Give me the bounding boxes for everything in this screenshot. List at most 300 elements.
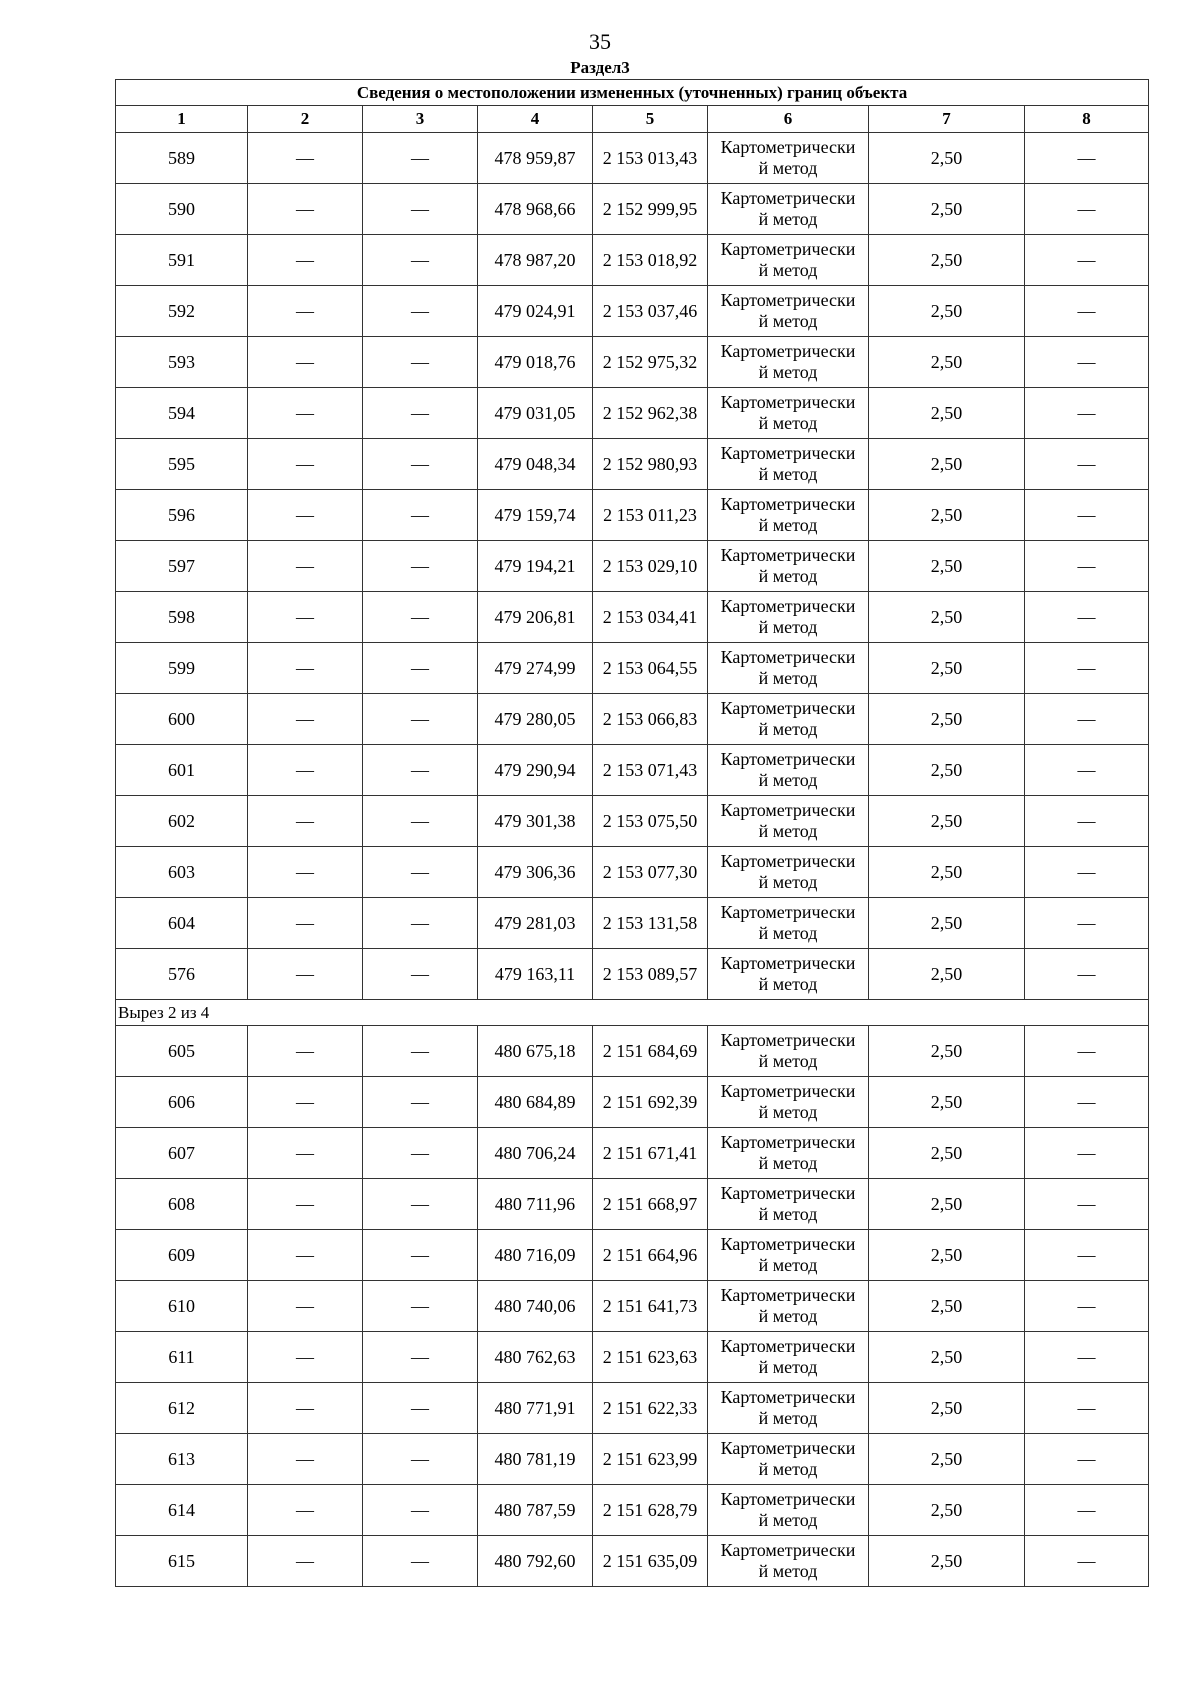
method-line: Картометрически [720, 1132, 856, 1152]
table-row [116, 1383, 1149, 1434]
table-cell: 479 163,11 [478, 949, 593, 1000]
table-cell [708, 745, 869, 796]
table-cell: — [363, 949, 478, 1000]
table-cell [708, 1179, 869, 1230]
table-cell: 2,50 [869, 1332, 1025, 1383]
method-line: Картометрически [720, 545, 856, 565]
table-cell: 2 153 011,23 [593, 490, 708, 541]
method-line: й метод [758, 1255, 818, 1275]
method-line: Картометрически [720, 1183, 856, 1203]
method-line: й метод [758, 413, 818, 433]
method-line: й метод [758, 1102, 818, 1122]
table-cell: 2,50 [869, 694, 1025, 745]
table-cell: 2 151 684,69 [593, 1026, 708, 1077]
table-cell: 479 194,21 [478, 541, 593, 592]
table-cell: — [1025, 1077, 1149, 1128]
table-cell: 2,50 [869, 949, 1025, 1000]
table-cell: 2 151 622,33 [593, 1383, 708, 1434]
table-row [116, 694, 1149, 745]
table-cell: — [248, 388, 363, 439]
table-cell: 2,50 [869, 1026, 1025, 1077]
method-line: й метод [758, 974, 818, 994]
table-cell [708, 847, 869, 898]
table-cell: 479 031,05 [478, 388, 593, 439]
table-cell: — [248, 541, 363, 592]
table-row [116, 133, 1149, 184]
table-cell: — [248, 1332, 363, 1383]
table-cell: 480 771,91 [478, 1383, 593, 1434]
table-cell: 2,50 [869, 337, 1025, 388]
table-cell [708, 1485, 869, 1536]
table-cell: — [248, 133, 363, 184]
table-cell: — [1025, 592, 1149, 643]
table-cell [708, 388, 869, 439]
table-row [116, 1536, 1149, 1587]
table-row [116, 337, 1149, 388]
table-cell [708, 1230, 869, 1281]
method-line: Картометрически [720, 1030, 856, 1050]
table-row [116, 949, 1149, 1000]
table-cell: 479 274,99 [478, 643, 593, 694]
method-line: Картометрически [720, 392, 856, 412]
table-cell: — [248, 1230, 363, 1281]
table-cell: — [1025, 439, 1149, 490]
table-cell: 593 [116, 337, 248, 388]
table-cell: 2,50 [869, 184, 1025, 235]
table-cell: 594 [116, 388, 248, 439]
table-cell: 480 781,19 [478, 1434, 593, 1485]
table-row [116, 1281, 1149, 1332]
table-cell: — [363, 1026, 478, 1077]
table-cell: 2 152 962,38 [593, 388, 708, 439]
table-cell: 2,50 [869, 490, 1025, 541]
table-row [116, 592, 1149, 643]
table-row [116, 1128, 1149, 1179]
table-cell: — [1025, 235, 1149, 286]
table-cell [708, 337, 869, 388]
table-row [116, 847, 1149, 898]
method-line: й метод [758, 260, 818, 280]
table-cell: 595 [116, 439, 248, 490]
table-cell: — [363, 847, 478, 898]
boundary-coordinates-table [115, 79, 1149, 1587]
method-line: й метод [758, 209, 818, 229]
method-line: й метод [758, 668, 818, 688]
column-header: 3 [363, 106, 478, 133]
method-line: Картометрически [720, 1234, 856, 1254]
table-cell: — [363, 1230, 478, 1281]
table-row [116, 796, 1149, 847]
table-cell [708, 796, 869, 847]
table-cell: 613 [116, 1434, 248, 1485]
table-cell: 479 301,38 [478, 796, 593, 847]
method-line: й метод [758, 617, 818, 637]
table-row [116, 1332, 1149, 1383]
table-cell [708, 1536, 869, 1587]
method-line: й метод [758, 1051, 818, 1071]
table-cell: — [363, 1383, 478, 1434]
table-cell: — [1025, 1485, 1149, 1536]
table-cell: 2,50 [869, 1281, 1025, 1332]
table-cell [708, 643, 869, 694]
table-cell: 2 153 089,57 [593, 949, 708, 1000]
table-cell: 589 [116, 133, 248, 184]
table-cell: — [1025, 184, 1149, 235]
column-header: 6 [708, 106, 869, 133]
table-cell: 479 206,81 [478, 592, 593, 643]
table-cell: 603 [116, 847, 248, 898]
table-cell: — [248, 337, 363, 388]
table-cell: — [248, 949, 363, 1000]
method-line: й метод [758, 821, 818, 841]
group-label-row [116, 1000, 1149, 1026]
table-cell: — [248, 1383, 363, 1434]
table-cell: — [1025, 949, 1149, 1000]
table-row [116, 235, 1149, 286]
method-line: й метод [758, 1459, 818, 1479]
table-cell: 2,50 [869, 898, 1025, 949]
method-line: Картометрически [720, 1081, 856, 1101]
table-cell: 479 280,05 [478, 694, 593, 745]
table-cell [708, 949, 869, 1000]
method-line: Картометрически [720, 137, 856, 157]
table-cell: 480 740,06 [478, 1281, 593, 1332]
table-cell: 479 290,94 [478, 745, 593, 796]
table-cell: — [1025, 1434, 1149, 1485]
table-cell: 2,50 [869, 1077, 1025, 1128]
table-row [116, 1179, 1149, 1230]
method-line: й метод [758, 1204, 818, 1224]
table-cell: 479 048,34 [478, 439, 593, 490]
table-cell: — [1025, 643, 1149, 694]
method-line: Картометрически [720, 1387, 856, 1407]
method-line: й метод [758, 464, 818, 484]
table-cell: — [1025, 1179, 1149, 1230]
table-cell: — [363, 1332, 478, 1383]
method-line: Картометрически [720, 953, 856, 973]
table-cell: — [1025, 1332, 1149, 1383]
table-cell: — [248, 694, 363, 745]
method-line: й метод [758, 515, 818, 535]
column-header: 7 [869, 106, 1025, 133]
table-cell: — [1025, 1383, 1149, 1434]
table-cell: — [363, 745, 478, 796]
table-cell: 598 [116, 592, 248, 643]
table-cell: 2 153 077,30 [593, 847, 708, 898]
table-cell: 601 [116, 745, 248, 796]
table-cell: — [363, 490, 478, 541]
table-cell: 609 [116, 1230, 248, 1281]
method-line: й метод [758, 158, 818, 178]
table-cell: 2 153 071,43 [593, 745, 708, 796]
table-cell: 2 151 668,97 [593, 1179, 708, 1230]
table-cell: 2 151 623,63 [593, 1332, 708, 1383]
table-cell: 2 152 999,95 [593, 184, 708, 235]
table-cell: — [363, 1434, 478, 1485]
table-cell: — [363, 1485, 478, 1536]
method-line: й метод [758, 1510, 818, 1530]
column-header: 8 [1025, 106, 1149, 133]
table-row [116, 490, 1149, 541]
table-cell [708, 184, 869, 235]
table-cell: — [248, 184, 363, 235]
table-cell: 2 153 037,46 [593, 286, 708, 337]
table-cell: 2 153 075,50 [593, 796, 708, 847]
table-row [116, 1230, 1149, 1281]
table-cell: — [363, 286, 478, 337]
table-cell: 479 024,91 [478, 286, 593, 337]
table-cell: — [248, 1077, 363, 1128]
method-line: й метод [758, 362, 818, 382]
table-cell: 2 152 980,93 [593, 439, 708, 490]
table-cell: — [248, 1434, 363, 1485]
table-cell: — [248, 796, 363, 847]
table-cell: 2,50 [869, 1485, 1025, 1536]
table-cell: — [363, 592, 478, 643]
method-line: й метод [758, 923, 818, 943]
table-cell: — [248, 1281, 363, 1332]
table-cell: 2 151 635,09 [593, 1536, 708, 1587]
table-cell: — [248, 847, 363, 898]
table-cell: — [248, 592, 363, 643]
table-cell: 480 706,24 [478, 1128, 593, 1179]
table-cell: 2 151 664,96 [593, 1230, 708, 1281]
table-cell [708, 439, 869, 490]
table-cell: 604 [116, 898, 248, 949]
method-line: Картометрически [720, 290, 856, 310]
table-cell [708, 1077, 869, 1128]
table-cell: 2 151 671,41 [593, 1128, 708, 1179]
table-cell: — [248, 439, 363, 490]
table-cell: — [363, 235, 478, 286]
table-cell: 611 [116, 1332, 248, 1383]
method-line: й метод [758, 566, 818, 586]
method-line: Картометрически [720, 647, 856, 667]
table-cell: 602 [116, 796, 248, 847]
table-cell: 590 [116, 184, 248, 235]
method-line: Картометрически [720, 341, 856, 361]
method-line: Картометрически [720, 1285, 856, 1305]
table-cell: — [363, 541, 478, 592]
table-cell: — [1025, 133, 1149, 184]
table-cell: 2,50 [869, 439, 1025, 490]
table-cell: — [363, 898, 478, 949]
table-row [116, 1077, 1149, 1128]
table-cell: 610 [116, 1281, 248, 1332]
table-cell: — [363, 184, 478, 235]
table-cell: 596 [116, 490, 248, 541]
method-line: Картометрически [720, 1489, 856, 1509]
table-cell: 480 684,89 [478, 1077, 593, 1128]
table-cell: — [248, 1026, 363, 1077]
table-header-row [116, 106, 1149, 133]
table-cell: — [1025, 1536, 1149, 1587]
table-row [116, 1026, 1149, 1077]
table-cell: 2,50 [869, 541, 1025, 592]
table-cell: — [1025, 1281, 1149, 1332]
table-cell: 479 018,76 [478, 337, 593, 388]
table-cell: — [1025, 337, 1149, 388]
table-cell: — [248, 1536, 363, 1587]
table-cell: 2,50 [869, 1383, 1025, 1434]
table-row [116, 184, 1149, 235]
method-line: Картометрически [720, 1336, 856, 1356]
table-caption-row [116, 80, 1149, 106]
table-cell: — [363, 1128, 478, 1179]
table-cell: 480 792,60 [478, 1536, 593, 1587]
method-line: й метод [758, 1357, 818, 1377]
method-line: Картометрически [720, 188, 856, 208]
table-cell: — [363, 1536, 478, 1587]
table-cell: 2 153 064,55 [593, 643, 708, 694]
method-line: Картометрически [720, 749, 856, 769]
table-cell: — [1025, 490, 1149, 541]
table-cell: 599 [116, 643, 248, 694]
column-header: 4 [478, 106, 593, 133]
table-cell: — [363, 796, 478, 847]
table-cell: 2 151 628,79 [593, 1485, 708, 1536]
table-cell: — [363, 1179, 478, 1230]
table-cell: 480 787,59 [478, 1485, 593, 1536]
table-cell [708, 1281, 869, 1332]
table-cell: — [1025, 898, 1149, 949]
table-cell: — [1025, 388, 1149, 439]
method-line: й метод [758, 311, 818, 331]
table-cell: 2,50 [869, 235, 1025, 286]
table-row [116, 439, 1149, 490]
table-cell: 480 762,63 [478, 1332, 593, 1383]
method-line: й метод [758, 872, 818, 892]
table-cell [708, 1434, 869, 1485]
table-cell: 605 [116, 1026, 248, 1077]
table-cell: 612 [116, 1383, 248, 1434]
table-cell: 2 153 013,43 [593, 133, 708, 184]
table-cell: — [248, 235, 363, 286]
table-cell: 2 151 641,73 [593, 1281, 708, 1332]
table-cell: 2,50 [869, 745, 1025, 796]
method-line: й метод [758, 770, 818, 790]
table-cell: 479 306,36 [478, 847, 593, 898]
table-cell: 479 281,03 [478, 898, 593, 949]
table-cell: — [1025, 541, 1149, 592]
table-cell: — [1025, 1026, 1149, 1077]
table-cell: — [363, 388, 478, 439]
table-row [116, 1485, 1149, 1536]
table-cell [708, 694, 869, 745]
page-number: 35 [589, 29, 611, 54]
table-cell: — [248, 745, 363, 796]
table-cell [708, 1026, 869, 1077]
table-row [116, 745, 1149, 796]
method-line: й метод [758, 719, 818, 739]
table-cell [708, 235, 869, 286]
table-cell: — [1025, 847, 1149, 898]
method-line: Картометрически [720, 239, 856, 259]
table-cell: 480 716,09 [478, 1230, 593, 1281]
table-cell: 576 [116, 949, 248, 1000]
table-cell [708, 1332, 869, 1383]
table-cell [708, 1383, 869, 1434]
method-line: Картометрически [720, 596, 856, 616]
column-header: 1 [116, 106, 248, 133]
table-cell: 2,50 [869, 1536, 1025, 1587]
table-row [116, 388, 1149, 439]
table-cell: 607 [116, 1128, 248, 1179]
table-cell: — [363, 1077, 478, 1128]
table-cell: 2 153 131,58 [593, 898, 708, 949]
method-line: й метод [758, 1561, 818, 1581]
table-cell: — [1025, 745, 1149, 796]
table-cell: 478 959,87 [478, 133, 593, 184]
method-line: й метод [758, 1153, 818, 1173]
table-cell: 2,50 [869, 1434, 1025, 1485]
table-cell: — [1025, 1128, 1149, 1179]
method-line: й метод [758, 1306, 818, 1326]
table-cell: 2,50 [869, 1230, 1025, 1281]
table-cell: 478 987,20 [478, 235, 593, 286]
table-cell: 478 968,66 [478, 184, 593, 235]
table-cell: — [1025, 286, 1149, 337]
table-row [116, 643, 1149, 694]
table-cell: 480 711,96 [478, 1179, 593, 1230]
table-cell: — [1025, 796, 1149, 847]
table-cell: 597 [116, 541, 248, 592]
table-cell: 2,50 [869, 388, 1025, 439]
table-cell: 479 159,74 [478, 490, 593, 541]
method-line: Картометрически [720, 494, 856, 514]
table-cell: 2,50 [869, 1128, 1025, 1179]
table-cell [708, 592, 869, 643]
table-cell: — [363, 643, 478, 694]
method-line: Картометрически [720, 443, 856, 463]
table-cell: — [363, 1281, 478, 1332]
table-cell: — [1025, 694, 1149, 745]
table-cell: 606 [116, 1077, 248, 1128]
table-cell: — [248, 898, 363, 949]
table-cell: 592 [116, 286, 248, 337]
table-cell: 2 153 066,83 [593, 694, 708, 745]
method-line: Картометрически [720, 800, 856, 820]
table-cell [708, 286, 869, 337]
method-line: Картометрически [720, 902, 856, 922]
method-line: Картометрически [720, 851, 856, 871]
table-cell: 614 [116, 1485, 248, 1536]
table-cell: 2 153 018,92 [593, 235, 708, 286]
table-caption: Сведения о местоположении измененных (уточненных) границ объекта [116, 80, 1149, 106]
column-header: 5 [593, 106, 708, 133]
table-cell: 600 [116, 694, 248, 745]
group-label: Вырез 2 из 4 [116, 1000, 1149, 1026]
table-row [116, 1434, 1149, 1485]
method-line: Картометрически [720, 1540, 856, 1560]
method-line: Картометрически [720, 698, 856, 718]
table-cell: 615 [116, 1536, 248, 1587]
table-cell: — [363, 337, 478, 388]
table-cell: — [248, 286, 363, 337]
table-cell [708, 490, 869, 541]
section-title: Раздел3 [570, 58, 630, 77]
method-line: й метод [758, 1408, 818, 1428]
table-row [116, 286, 1149, 337]
table-cell [708, 541, 869, 592]
table-cell: 2 151 623,99 [593, 1434, 708, 1485]
table-cell: 2,50 [869, 847, 1025, 898]
table-cell: — [248, 490, 363, 541]
table-row [116, 541, 1149, 592]
table-cell: — [363, 439, 478, 490]
table-cell: — [248, 643, 363, 694]
table-cell: — [363, 133, 478, 184]
